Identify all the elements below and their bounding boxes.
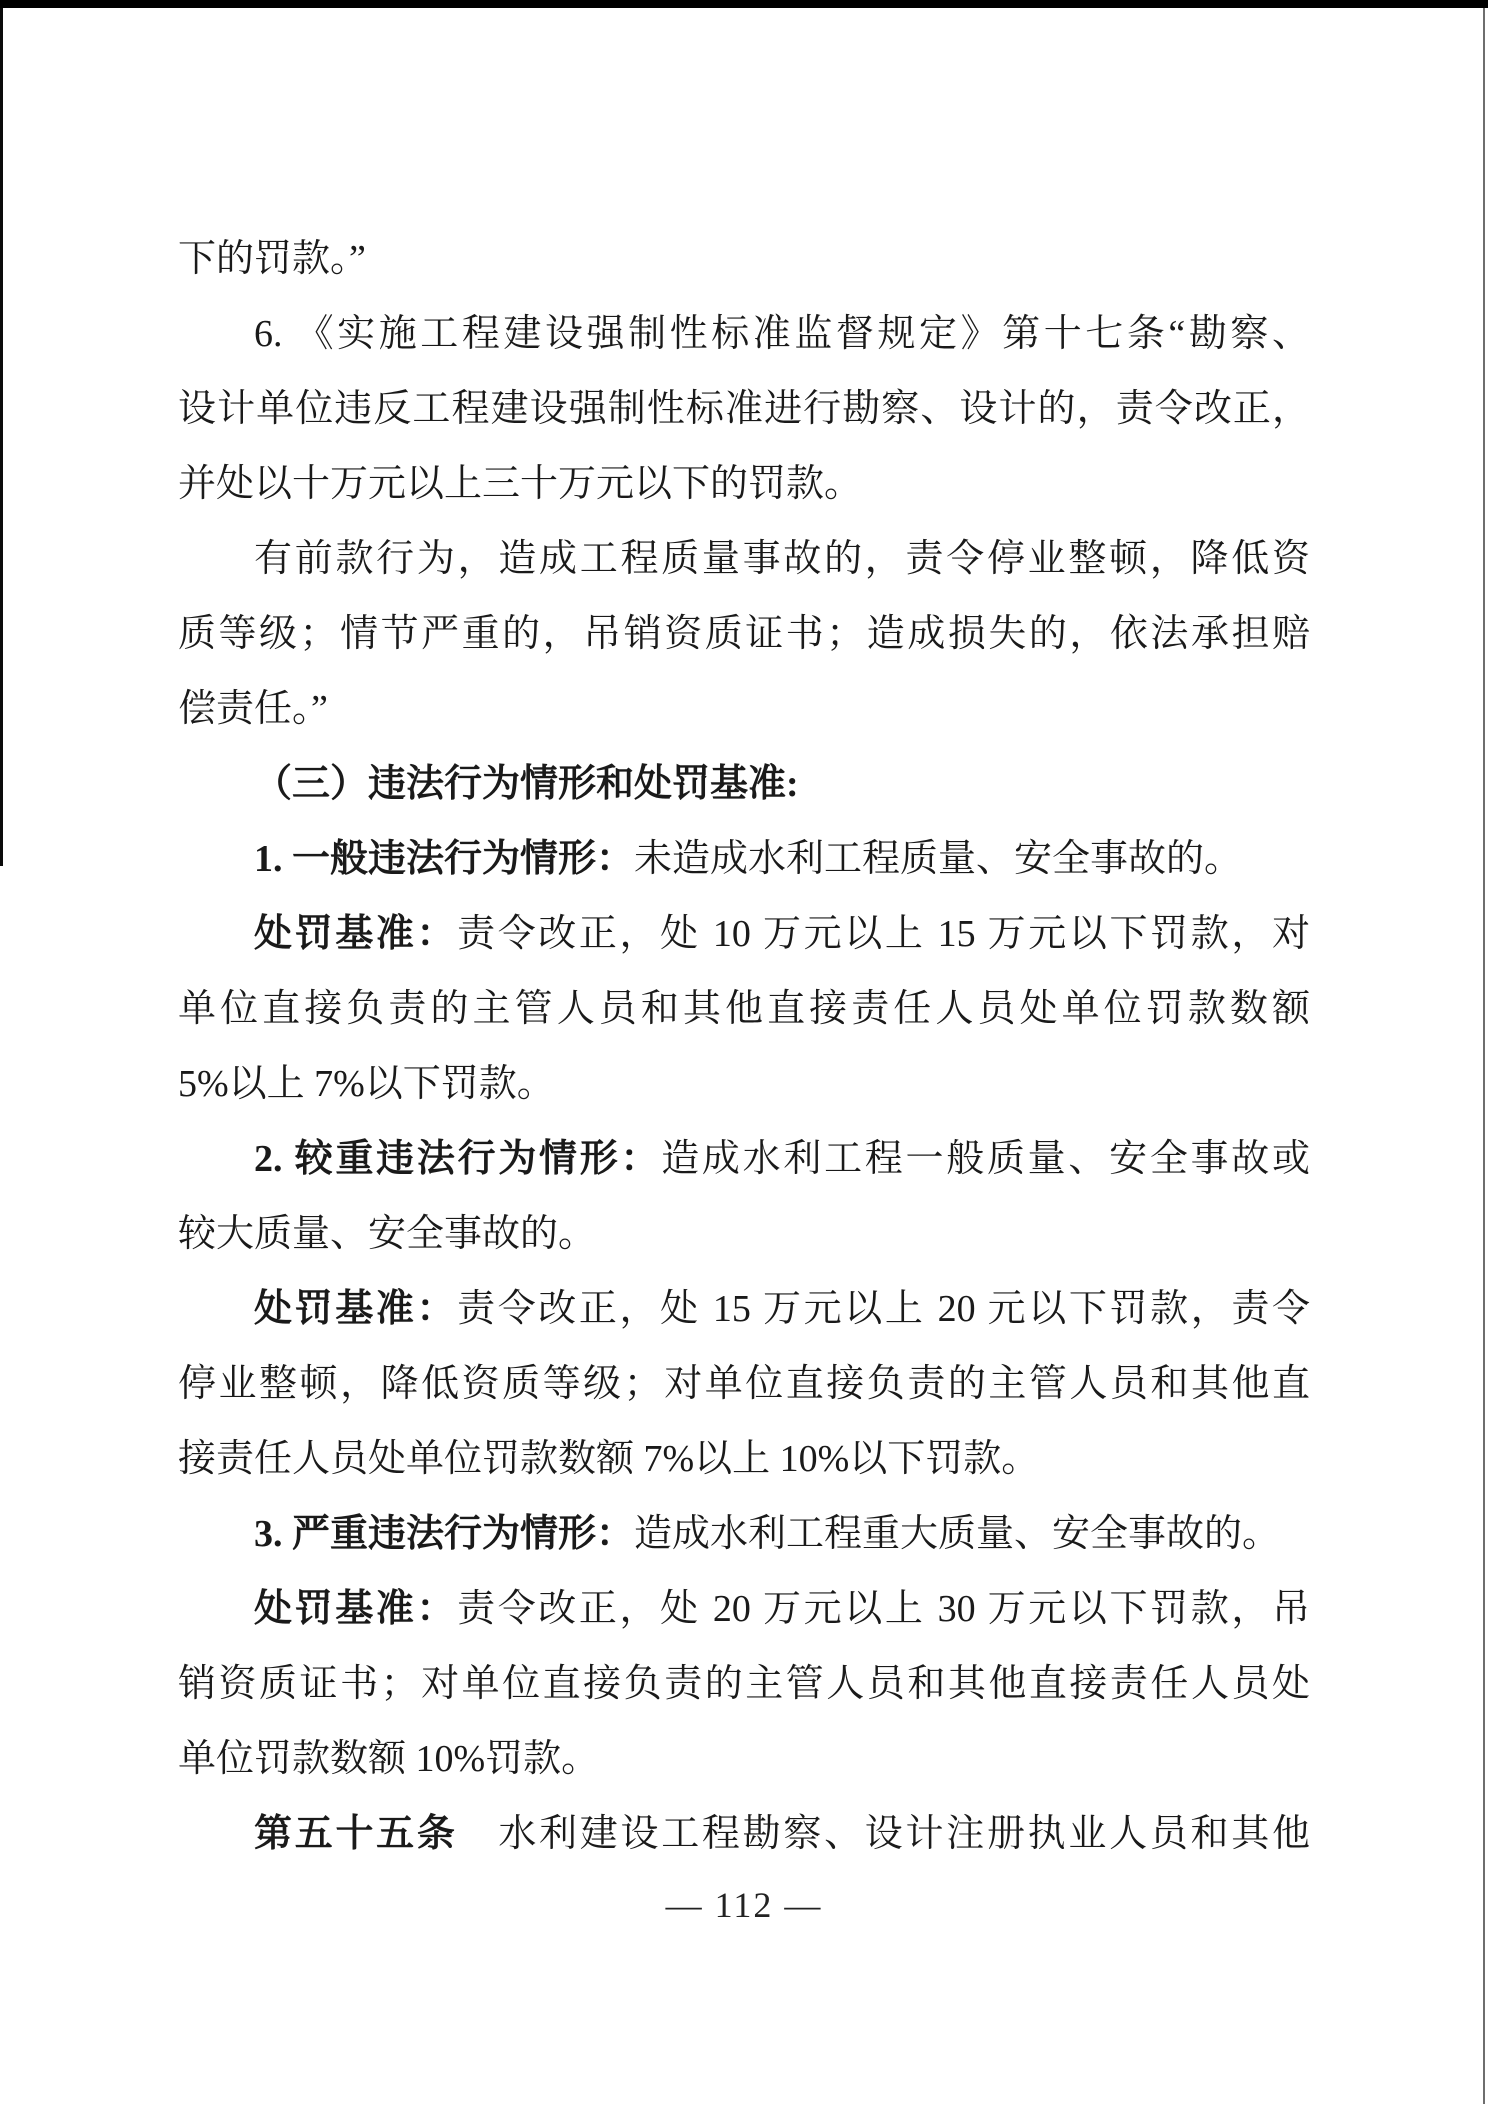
body-text: 单位罚款数额 10%罚款。 xyxy=(178,1738,600,1780)
text-line xyxy=(178,747,1310,822)
text-line xyxy=(178,1422,1310,1497)
scan-top-edge xyxy=(0,0,1488,8)
text-line xyxy=(178,1572,1310,1647)
text-line xyxy=(178,222,1310,297)
text-line xyxy=(178,1647,1310,1722)
body-text: 质等级；情节严重的，吊销资质证书；造成损失的，依法承担赔 xyxy=(178,613,1310,655)
text-line xyxy=(178,1047,1310,1122)
scan-right-edge-line xyxy=(1483,8,1485,2104)
emphasis-text: 第五十五条 xyxy=(254,1813,458,1855)
body-text: 单位直接负责的主管人员和其他直接责任人员处单位罚款数额 xyxy=(178,988,1310,1030)
text-line xyxy=(178,597,1310,672)
body-text: 责令改正，处 15 万元以上 20 元以下罚款，责令 xyxy=(457,1288,1310,1330)
text-line xyxy=(178,1197,1310,1272)
scan-left-edge-line xyxy=(0,8,3,866)
body-text: 并处以十万元以上三十万元以下的罚款。 xyxy=(178,463,863,505)
emphasis-text: 处罚基准： xyxy=(254,1288,458,1330)
text-line xyxy=(178,672,1310,747)
body-text: 下的罚款。” xyxy=(178,238,366,280)
emphasis-text: 1. 一般违法行为情形： xyxy=(254,838,635,880)
text-line xyxy=(178,1272,1310,1347)
body-text: 未造成水利工程质量、安全事故的。 xyxy=(634,838,1243,880)
text-line xyxy=(178,1797,1310,1872)
body-text: 偿责任。” xyxy=(178,688,328,730)
body-text: 停业整顿，降低资质等级；对单位直接负责的主管人员和其他直 xyxy=(178,1363,1310,1405)
text-line xyxy=(178,297,1310,372)
body-text: 较大质量、安全事故的。 xyxy=(178,1213,597,1255)
emphasis-text: 处罚基准： xyxy=(254,913,458,955)
body-text: 6. 《实施工程建设强制性标准监督规定》第十七条“勘察、 xyxy=(254,313,1310,355)
text-line xyxy=(178,822,1310,897)
text-line xyxy=(178,897,1310,972)
emphasis-text: 2. 较重违法行为情形： xyxy=(254,1138,662,1180)
body-text: 水利建设工程勘察、设计注册执业人员和其他 xyxy=(457,1813,1310,1855)
body-text: 责令改正，处 20 万元以上 30 万元以下罚款，吊 xyxy=(457,1588,1310,1630)
emphasis-text: 处罚基准： xyxy=(254,1588,458,1630)
text-line xyxy=(178,522,1310,597)
text-line xyxy=(178,1722,1310,1797)
text-line xyxy=(178,1122,1310,1197)
page-number: — 112 — xyxy=(665,1885,823,1925)
emphasis-text: 3. 严重违法行为情形： xyxy=(254,1513,635,1555)
body-text: 5%以上 7%以下罚款。 xyxy=(178,1063,555,1105)
body-text: 接责任人员处单位罚款数额 7%以上 10%以下罚款。 xyxy=(178,1438,1040,1480)
body-text: 有前款行为，造成工程质量事故的，责令停业整顿，降低资 xyxy=(254,538,1310,580)
text-line xyxy=(178,1497,1310,1572)
text-line xyxy=(178,1347,1310,1422)
body-text: 销资质证书；对单位直接负责的主管人员和其他直接责任人员处 xyxy=(178,1663,1310,1705)
document-body xyxy=(178,222,1310,1872)
body-text: 责令改正，处 10 万元以上 15 万元以下罚款，对 xyxy=(457,913,1310,955)
body-text: 设计单位违反工程建设强制性标准进行勘察、设计的，责令改正， xyxy=(178,388,1310,430)
body-text: 造成水利工程重大质量、安全事故的。 xyxy=(634,1513,1281,1555)
emphasis-text: （三）违法行为情形和处罚基准: xyxy=(254,763,799,805)
body-text: 造成水利工程一般质量、安全事故或 xyxy=(661,1138,1310,1180)
text-line xyxy=(178,972,1310,1047)
text-line xyxy=(178,372,1310,447)
text-line xyxy=(178,447,1310,522)
